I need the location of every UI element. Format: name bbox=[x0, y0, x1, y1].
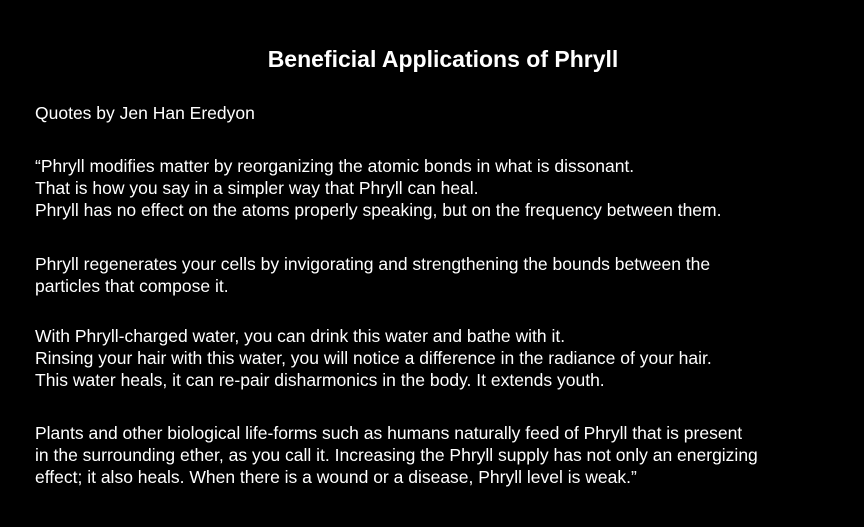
paragraph-line: This water heals, it can re-pair disharmonics in the body. It extends youth. bbox=[35, 370, 605, 390]
quote-paragraph-4 bbox=[35, 422, 855, 488]
paragraph-line: in the surrounding ether, as you call it. Increasing the Phryll supply has not only an energizing bbox=[35, 445, 758, 465]
slide-title: Beneficial Applications of Phryll bbox=[267, 46, 619, 72]
quote-paragraph-2 bbox=[35, 253, 855, 297]
quote-paragraph-3 bbox=[35, 325, 855, 391]
paragraph-line: That is how you say in a simpler way that Phryll can heal. bbox=[35, 178, 479, 198]
paragraph-line: particles that compose it. bbox=[35, 276, 229, 296]
paragraph-line: With Phryll-charged water, you can drink this water and bathe with it. bbox=[35, 326, 566, 346]
paragraph-line: Phryll regenerates your cells by invigorating and strengthening the bounds between the bbox=[35, 254, 711, 274]
paragraph-line: “Phryll modifies matter by reorganizing the atomic bonds in what is dissonant. bbox=[35, 156, 635, 176]
paragraph-line: Rinsing your hair with this water, you will notice a difference in the radiance of your hair. bbox=[35, 348, 712, 368]
slide-subtitle: Quotes by Jen Han Eredyon bbox=[35, 103, 255, 123]
paragraph-line: Plants and other biological life-forms such as humans naturally feed of Phryll that is present bbox=[35, 423, 743, 443]
paragraph-line: Phryll has no effect on the atoms properly speaking, but on the frequency between them. bbox=[35, 200, 722, 220]
quote-paragraph-1 bbox=[35, 155, 855, 221]
paragraph-line: effect; it also heals. When there is a wound or a disease, Phryll level is weak.” bbox=[35, 467, 637, 487]
